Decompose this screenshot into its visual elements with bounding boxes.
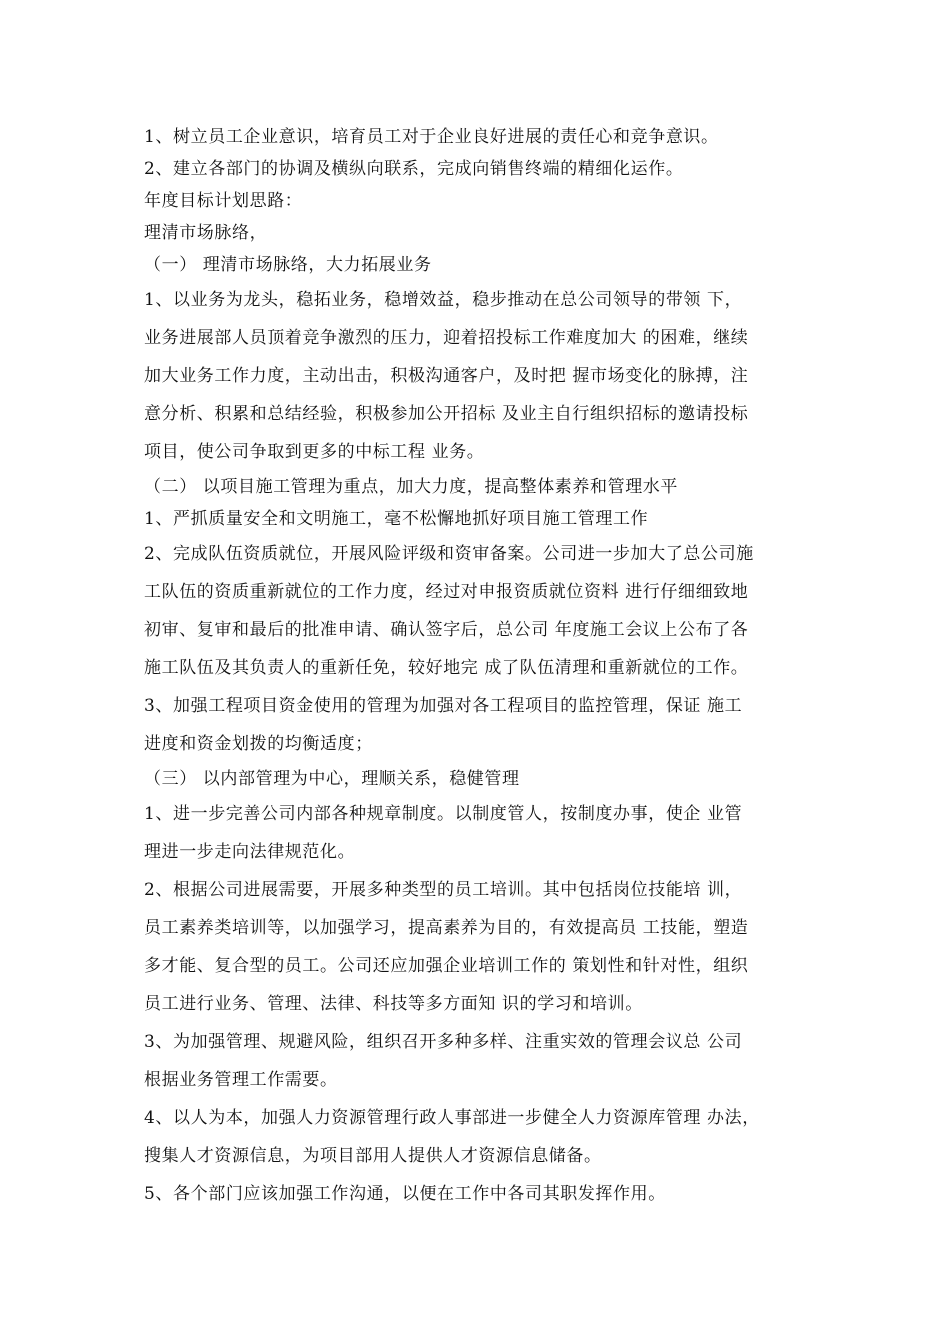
paragraph-line: 根据业务管理工作需要。 (144, 1070, 338, 1090)
paragraph-line: 搜集人才资源信息，为项目部用人提供人才资源信息储备。 (144, 1146, 602, 1166)
paragraph-line: 理清市场脉络， (144, 223, 268, 243)
paragraph-line: 业务进展部人员顶着竞争激烈的压力，迎着招投标工作难度加大 的困难，继续 (144, 328, 749, 348)
paragraph-line: 1、树立员工企业意识，培育员工对于企业良好进展的责任心和竞争意识。 (144, 127, 719, 147)
paragraph-line: 施工队伍及其负责人的重新任免，较好地完 成了队伍清理和重新就位的工作。 (144, 658, 749, 678)
section-heading: （二） 以项目施工管理为重点，加大力度，提高整体素养和管理水平 (144, 477, 679, 497)
paragraph-line: 2、根据公司进展需要，开展多种类型的员工培训。其中包括岗位技能培 训， (144, 880, 743, 900)
section-heading: （三） 以内部管理为中心，理顺关系，稳健管理 (144, 769, 520, 789)
paragraph-line: 1、严抓质量安全和文明施工，毫不松懈地抓好项目施工管理工作 (144, 509, 649, 529)
paragraph-line: 4、以人为本，加强人力资源管理行政人事部进一步健全人力资源库管理 办法， (144, 1108, 760, 1128)
paragraph-line: 员工进行业务、管理、法律、科技等多方面知 识的学习和培训。 (144, 994, 643, 1014)
paragraph-line: 意分析、积累和总结经验，积极参加公开招标 及业主自行组织招标的邀请投标 (144, 404, 749, 424)
paragraph-line: 初审、复审和最后的批准申请、确认签字后，总公司 年度施工会议上公布了各 (144, 620, 749, 640)
paragraph-line: 1、以业务为龙头，稳拓业务，稳增效益，稳步推动在总公司领导的带领 下， (144, 290, 743, 310)
paragraph-line: 2、完成队伍资质就位，开展风险评级和资审备案。公司进一步加大了总公司施 (144, 544, 754, 564)
section-heading: （一） 理清市场脉络，大力拓展业务 (144, 255, 432, 275)
document-body (144, 121, 824, 1213)
paragraph-line: 员工素养类培训等，以加强学习，提高素养为目的，有效提高员 工技能，塑造 (144, 918, 749, 938)
paragraph-line: 2、建立各部门的协调及横纵向联系，完成向销售终端的精细化运作。 (144, 159, 684, 179)
section-label: 年度目标计划思路： (144, 191, 303, 211)
paragraph-line: 3、加强工程项目资金使用的管理为加强对各工程项目的监控管理，保证 施工 (144, 696, 743, 716)
paragraph-line: 进度和资金划拨的均衡适度； (144, 734, 373, 754)
paragraph-line: 项目，使公司争取到更多的中标工程 业务。 (144, 442, 485, 462)
paragraph-line: 多才能、复合型的员工。公司还应加强企业培训工作的 策划性和针对性，组织 (144, 956, 749, 976)
paragraph-line: 5、各个部门应该加强工作沟通，以便在工作中各司其职发挥作用。 (144, 1184, 666, 1204)
paragraph-line: 理进一步走向法律规范化。 (144, 842, 356, 862)
paragraph-line: 工队伍的资质重新就位的工作力度，经过对申报资质就位资料 进行仔细细致地 (144, 582, 749, 602)
paragraph-line: 3、为加强管理、规避风险，组织召开多种多样、注重实效的管理会议总 公司 (144, 1032, 743, 1052)
paragraph-line: 加大业务工作力度，主动出击，积极沟通客户，及时把 握市场变化的脉搏，注 (144, 366, 749, 386)
paragraph-line: 1、进一步完善公司内部各种规章制度。以制度管人，按制度办事，使企 业管 (144, 804, 743, 824)
